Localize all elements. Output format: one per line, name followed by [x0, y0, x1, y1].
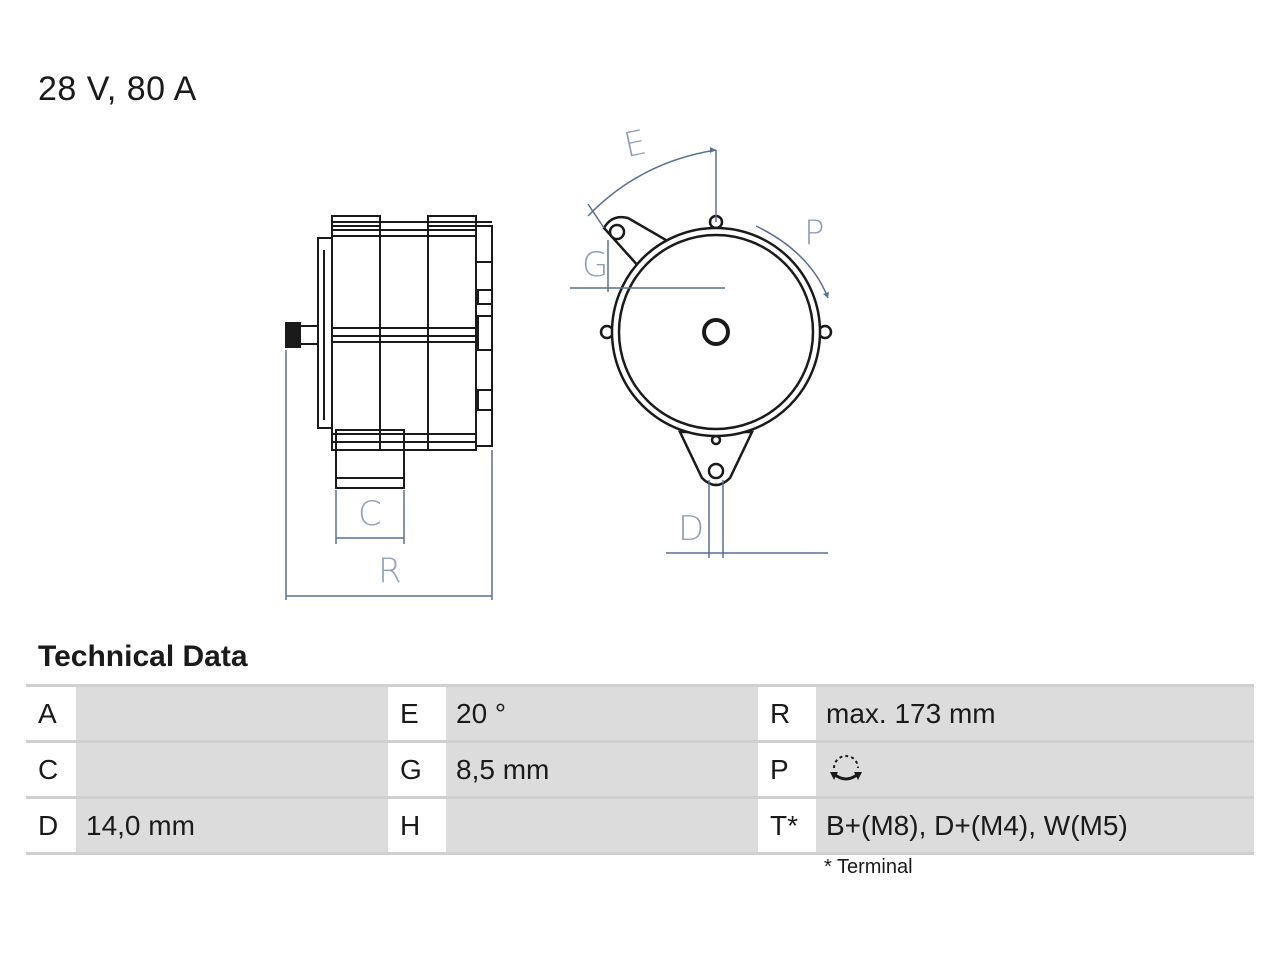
table-row [26, 799, 1254, 855]
dimension-g-label: G [582, 245, 609, 285]
param-value-rotation [816, 743, 1254, 796]
param-value [76, 687, 388, 740]
param-value: B+(M8), D+(M4), W(M5) [816, 799, 1254, 852]
param-value: 8,5 mm [446, 743, 758, 796]
param-letter: R [758, 687, 816, 740]
rotation-both-directions-icon [826, 750, 866, 790]
table-row [26, 687, 1254, 743]
param-value [446, 799, 758, 852]
param-letter: A [26, 687, 76, 740]
param-letter: G [388, 743, 446, 796]
param-letter: P [758, 743, 816, 796]
dimension-r-label: R [378, 551, 402, 591]
param-value: max. 173 mm [816, 687, 1254, 740]
dimension-c-label: C [358, 494, 382, 534]
technical-data-title: Technical Data [38, 640, 248, 673]
side-view [286, 216, 492, 488]
param-value [76, 743, 388, 796]
param-letter: D [26, 799, 76, 852]
dimension-e-label: E [620, 122, 650, 167]
table-row [26, 743, 1254, 799]
dimension-p-label: P [804, 213, 825, 253]
technical-data-table [26, 684, 1254, 855]
page-title: 28 V, 80 A [38, 70, 197, 108]
param-letter: C [26, 743, 76, 796]
param-letter: T* [758, 799, 816, 852]
terminal-footnote: * Terminal [824, 856, 913, 878]
dimension-d-label: D [678, 509, 705, 549]
param-value: 14,0 mm [76, 799, 388, 852]
param-value: 20 ° [446, 687, 758, 740]
param-letter: H [388, 799, 446, 852]
param-letter: E [388, 687, 446, 740]
front-view [601, 216, 831, 485]
